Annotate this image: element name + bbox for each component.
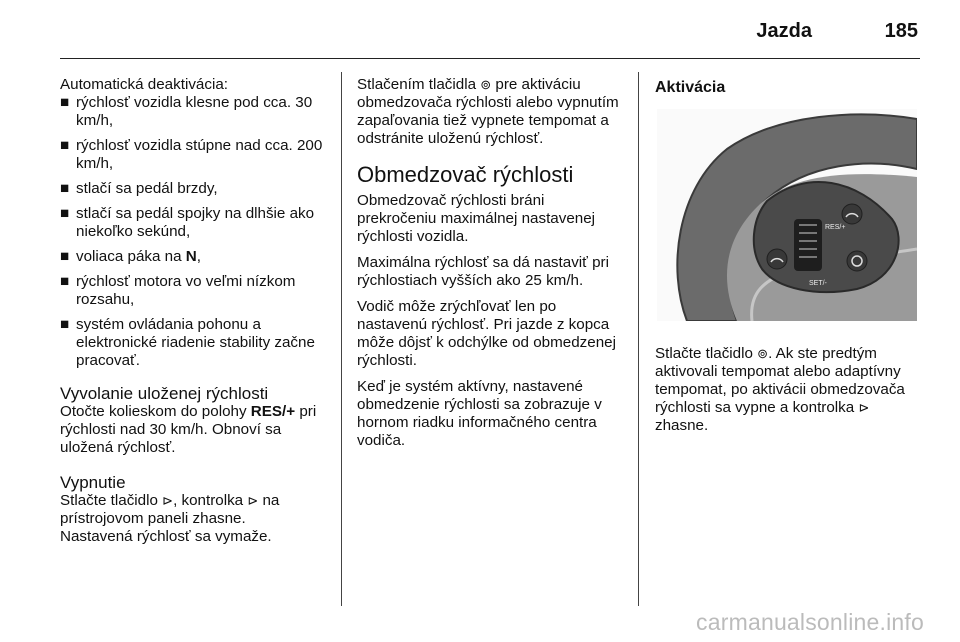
text: pri rýchlosti nad 30 km/h. Obnoví sa uložená rýchlosť. <box>60 403 317 456</box>
res-label: RES/+ <box>250 403 296 420</box>
header-divider <box>60 58 920 59</box>
list-item-text: voliaca páka na <box>76 248 186 265</box>
bullet-icon: ■ <box>60 137 70 154</box>
column-1 <box>60 76 330 546</box>
text: pre aktiváciu obmedzovača rýchlosti alebo vypnutím zapaľovania tiež vypnete tempomat a odstránite uloženú rýchlosť. <box>357 76 619 147</box>
paragraph: Maximálna rýchlosť sa dá nastaviť pri rýchlostiach vyšších ako 25 km/h. <box>357 254 609 289</box>
speed-limiter-icon: ⊚ <box>757 346 769 361</box>
recall-heading: Vyvolanie uloženej rýchlosti <box>60 384 269 403</box>
list-item <box>60 273 330 309</box>
paragraph: Vodič môže zrýchľovať len po nastavenú rýchlosť. Pri jazde z kopca môže dôjsť k odchýlke od obmedzenej rýchlosti. <box>357 298 616 369</box>
punctuation: , <box>196 248 201 265</box>
column-2 <box>357 76 627 458</box>
limiter-heading: Obmedzovač rýchlosti <box>357 162 574 187</box>
auto-deactivation-lead: Automatická deaktivácia: <box>60 76 228 93</box>
thumbwheel <box>794 219 822 271</box>
activation-paragraph <box>655 345 925 435</box>
list-item <box>60 137 330 173</box>
text: na prístrojovom paneli zhasne. <box>60 492 280 527</box>
bullet-icon: ■ <box>60 94 70 111</box>
watermark: carmanualsonline.info <box>696 609 924 635</box>
list-item-text: rýchlosť vozidla stúpne nad cca. 200 km/h, <box>76 137 323 172</box>
cruise-control-off-icon: ⊳ <box>858 400 870 415</box>
list-item <box>60 180 330 198</box>
paragraph: Obmedzovač rýchlosti bráni prekročeniu maximálnej nastavenej rýchlosti vozidla. <box>357 192 596 245</box>
text: zhasne. <box>655 417 709 434</box>
cruise-control-off-icon: ⊳ <box>247 493 259 508</box>
gear-position: N <box>185 248 197 265</box>
column-divider-1 <box>341 72 342 606</box>
text: Stlačte tlačidlo <box>655 345 758 362</box>
intro-paragraph <box>357 76 627 148</box>
text: Stlačte tlačidlo <box>60 492 163 509</box>
list-item-text: systém ovládania pohonu a elektronické riadenie stability začne pracovať. <box>76 316 315 369</box>
list-item-text: rýchlosť vozidla klesne pod cca. 30 km/h, <box>76 94 313 129</box>
list-item <box>60 248 330 266</box>
off-heading: Vypnutie <box>60 473 126 492</box>
speed-limiter-icon <box>847 251 867 271</box>
list-item <box>60 94 330 130</box>
set-label: SET/- <box>809 280 827 287</box>
list-item-text: rýchlosť motora vo veľmi nízkom rozsahu, <box>76 273 296 308</box>
list-item <box>60 316 330 370</box>
bullet-icon: ■ <box>60 248 70 265</box>
text: , kontrolka <box>173 492 248 509</box>
list-item <box>60 205 330 241</box>
deactivation-list <box>60 94 330 370</box>
off-paragraph <box>60 492 330 528</box>
res-label: RES/+ <box>825 224 846 231</box>
paragraph: Keď je systém aktívny, nastavené obmedzenie rýchlosti sa zobrazuje v hornom riadku informačného centra vodiča. <box>357 378 602 449</box>
list-item-text: stlačí sa pedál spojky na dlhšie ako niekoľko sekúnd, <box>76 205 315 240</box>
recall-paragraph <box>60 403 330 457</box>
bullet-icon: ■ <box>60 180 70 197</box>
column-divider-2 <box>638 72 639 606</box>
text: . Ak ste predtým aktivovali tempomat alebo adaptívny tempomat, po aktivácii obmedzovača rýchlosti sa vypne a kontrolka <box>655 345 905 416</box>
activation-heading: Aktivácia <box>655 79 726 96</box>
cruise-control-off-icon: ⊳ <box>162 493 174 508</box>
bullet-icon: ■ <box>60 316 70 333</box>
text: Stlačením tlačidla <box>357 76 481 93</box>
section-title: Jazda <box>756 20 812 42</box>
column-3 <box>655 76 925 443</box>
text: Otočte kolieskom do polohy <box>60 403 251 420</box>
off-paragraph-2: Nastavená rýchlosť sa vymaže. <box>60 528 272 545</box>
list-item-text: stlačí sa pedál brzdy, <box>76 180 218 197</box>
bullet-icon: ■ <box>60 273 70 290</box>
steering-wheel-illustration <box>657 109 917 321</box>
page-number: 185 <box>884 20 918 42</box>
bullet-icon: ■ <box>60 205 70 222</box>
speed-limiter-icon: ⊚ <box>480 77 492 92</box>
